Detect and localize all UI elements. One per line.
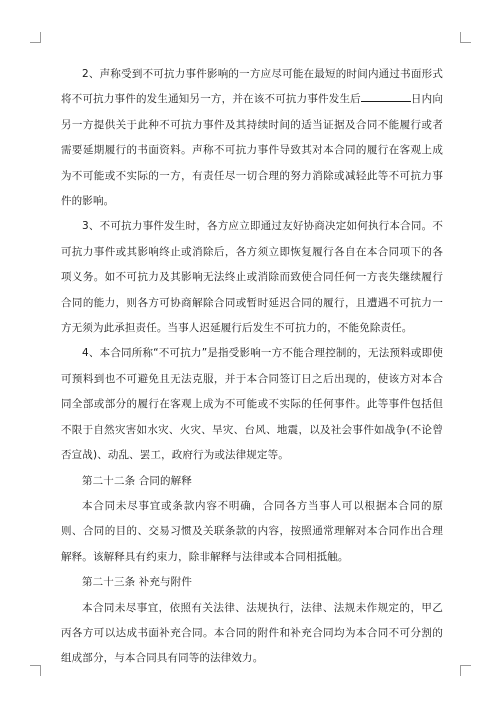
paragraph-force-majeure-handling: 3、不可抗力事件发生时，各方应立即通过友好协商决定如何执行本合同。不可抗力事件或其影响终止或消除后，各方须立即恢复履行各自在本合同项下的各项义务。如不可抗力及其影响无法终止或消除而致使合同任何一方丧失继续履行合同的能力，则各方可协商解除合同或暂时延迟合同的履行，且遭遇不可抗力一方无须为此承担责任。当事人迟延履行后发生不可抗力的，不能免除责任。: [61, 220, 443, 335]
crop-mark-bottom-left: [30, 665, 41, 676]
article-22-text: 本合同未尽事宜或条款内容不明确，合同各方当事人可以根据本合同的原则、合同的目的、交易习惯及关联条款的内容，按照通常理解对本合同作出合理解释。该解释具有约束力，除非解释与法律或本合同相抵触。: [61, 499, 443, 563]
crop-mark-top-right: [460, 32, 471, 43]
document-body: [61, 62, 443, 672]
paragraph-force-majeure-definition: 4、本合同所称“不可抗力”是指受影响一方不能合理控制的，无法预料或即使可预料到也不可避免且无法克服，并于本合同签订日之后出现的，使该方对本合同全部或部分的履行在客观上成为不可能或不实际的任何事件。此等事件包括但不限于自然灾害如水灾、火灾、旱灾、台风、地震，以及社会事件如战争(不论曾否宣战)、动乱、罢工，政府行为或法律规定等。: [61, 347, 443, 462]
paragraph-text-before-blank: 2、声称受到不可抗力事件影响的一方应尽可能在最短的时间内通过书面形式将不可抗力事件的发生通知另一方，并在该不可抗力事件发生后: [61, 68, 443, 106]
article-23-heading: 第二十三条 补充与附件: [82, 576, 192, 589]
paragraph-text-after-blank: 日内向另一方提供关于此种不可抗力事件及其持续时间的适当证据及合同不能履行或者需要延期履行的书面资料。声称不可抗力事件导致其对本合同的履行在客观上成为不可能或不实际的一方，有责任尽一切合理的努力消除或减轻此等不可抗力事件的影响。: [61, 93, 444, 208]
article-22-heading: 第二十二条 合同的解释: [82, 474, 192, 487]
paragraph-force-majeure-notice: [61, 62, 443, 214]
crop-mark-top-left: [30, 32, 41, 43]
article-23-text: 本合同未尽事宜，依照有关法律、法规执行，法律、法规未作规定的，甲乙丙各方可以达成书面补充合同。本合同的附件和补充合同均为本合同不可分割的组成部分，与本合同具有同等的法律效力。: [61, 601, 443, 665]
fill-in-blank-days[interactable]: [361, 90, 411, 102]
crop-mark-bottom-right: [460, 665, 471, 676]
